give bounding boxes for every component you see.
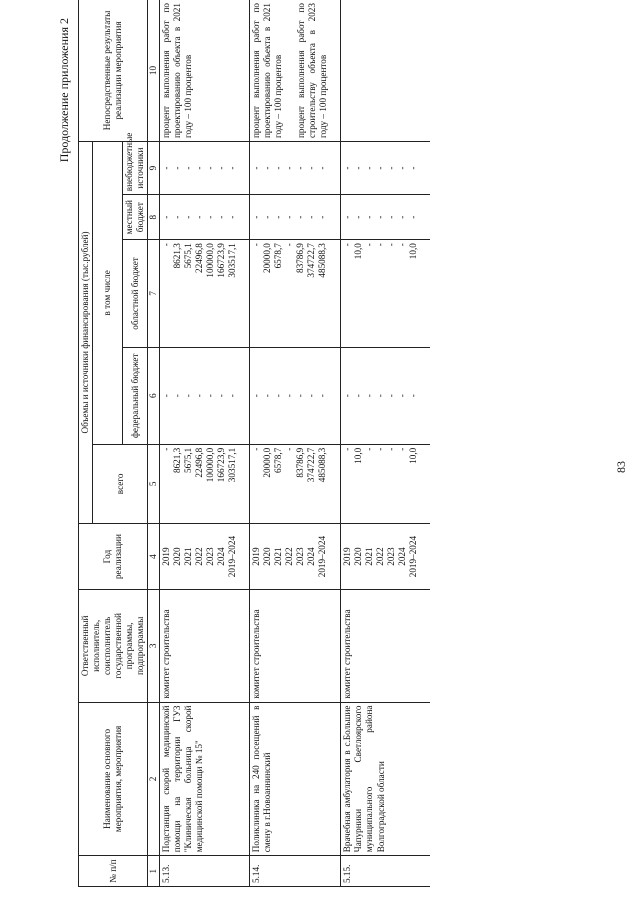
row-federal-value: - (227, 394, 238, 398)
row-federal-value: - (295, 394, 306, 398)
header-no: № п/п (79, 856, 148, 887)
row-regional-value: - (375, 243, 386, 247)
row-name-text: Врачебная амбулатория в с.Большие Чапурники Светлоярского муниципального района Волгоградской области (342, 705, 386, 853)
row-number (160, 856, 240, 887)
row-total-value: - (342, 447, 353, 451)
row-total-value: 20000,0 (262, 447, 273, 478)
header-responsible: Ответственный исполнитель, соисполнитель государственной программы, подпрограммы (79, 590, 148, 702)
row-local-value: - (262, 215, 273, 219)
row-total-value: - (251, 447, 262, 451)
row-local-value: - (284, 215, 295, 219)
header-regional: областной бюджет (123, 240, 148, 348)
row-regional-value: 20000,0 (262, 243, 273, 274)
row-extra-value: - (161, 166, 172, 170)
spacer-cell (420, 856, 430, 887)
row-responsible (250, 590, 331, 702)
row-total (341, 444, 421, 523)
table-row (341, 0, 421, 887)
column-index-cell: 9 (148, 142, 160, 195)
row-federal-value: - (375, 394, 386, 398)
row-years (341, 523, 421, 589)
column-index-row (148, 0, 160, 887)
row-total-value: - (386, 447, 397, 451)
row-years-value: 2024 (216, 547, 227, 566)
row-results (250, 0, 331, 142)
column-index-cell: 10 (148, 0, 160, 142)
row-results-text-2: процент выполнения работ по строительству объекта в 2023 году – 100 процентов (296, 3, 329, 138)
row-results-text: процент выполнения работ по проектированию объекта в 2021 году – 100 процентов (251, 3, 284, 138)
spacer-cell (420, 240, 430, 348)
row-name (341, 702, 421, 856)
row-years-value: 2021 (273, 547, 284, 566)
row-federal-value: - (386, 394, 397, 398)
row-total-value: - (284, 447, 295, 451)
row-federal-value: - (194, 394, 205, 398)
row-number-text: 5.15. (342, 864, 353, 883)
row-federal-value: - (205, 394, 216, 398)
row-federal-value: - (273, 394, 284, 398)
header-results: Непосредственные результаты реализации мероприятия (79, 0, 148, 142)
page-number: 83 (614, 461, 628, 473)
spacer-cell (239, 195, 250, 240)
spacer-cell (330, 142, 341, 195)
row-extra-value: - (273, 166, 284, 170)
row-years-value: 2024 (306, 547, 317, 566)
row-name (250, 702, 331, 856)
row-total (250, 444, 331, 523)
row-regional-value: 5675,1 (183, 243, 194, 269)
spacer-cell (330, 702, 341, 856)
spacer-cell (330, 590, 341, 702)
row-federal-value: - (183, 394, 194, 398)
row-extra-value: - (353, 166, 364, 170)
row-local-value: - (342, 215, 353, 219)
row-years-value: 2020 (172, 547, 183, 566)
spacer-cell (330, 347, 341, 444)
row-regional-value: - (161, 243, 172, 247)
row-total-value: 100000,0 (205, 447, 216, 483)
row-federal-value: - (306, 394, 317, 398)
row-federal (160, 347, 240, 444)
spacer-cell (330, 195, 341, 240)
row-federal-value: - (161, 394, 172, 398)
spacer-cell (420, 702, 430, 856)
spacer-cell (239, 590, 250, 702)
row-number (250, 856, 331, 887)
row-federal-value: - (317, 394, 328, 398)
group-spacer-row (239, 0, 250, 887)
row-regional (250, 240, 331, 348)
row-total-value: 374722,7 (306, 447, 317, 483)
group-spacer-row (420, 0, 430, 887)
row-regional (341, 240, 421, 348)
row-regional-value: 166723,9 (216, 243, 227, 278)
row-local-value: - (306, 215, 317, 219)
row-name (160, 702, 240, 856)
row-years-value: 2020 (353, 547, 364, 566)
row-total-value: - (364, 447, 375, 451)
row-extra-value: - (408, 166, 419, 170)
row-extra-value: - (375, 166, 386, 170)
header-total: всего (93, 444, 148, 523)
table-row (160, 0, 240, 887)
spacer-cell (330, 444, 341, 523)
row-results (341, 0, 421, 142)
row-local-value: - (273, 215, 284, 219)
row-federal-value: - (216, 394, 227, 398)
spacer-cell (239, 0, 250, 142)
row-federal-value: - (342, 394, 353, 398)
row-total-value: 10,0 (353, 447, 364, 464)
row-local-value: - (375, 215, 386, 219)
spacer-cell (420, 0, 430, 142)
row-total-value: - (375, 447, 386, 451)
row-extra-value: - (251, 166, 262, 170)
row-regional-value: - (251, 243, 262, 247)
row-total-value: 8621,3 (172, 447, 183, 473)
spacer-cell (239, 444, 250, 523)
row-years-value: 2019–2024 (408, 535, 419, 578)
row-years-value: 2023 (295, 547, 306, 566)
row-total-value: 83786,9 (295, 447, 306, 478)
row-number-text: 5.13. (161, 864, 172, 883)
row-federal-value: - (397, 394, 408, 398)
column-index-cell: 1 (148, 856, 160, 887)
row-federal-value: - (284, 394, 295, 398)
spacer-cell (239, 142, 250, 195)
row-federal (250, 347, 331, 444)
row-regional-value: 83786,9 (295, 243, 306, 274)
row-local-value: - (408, 215, 419, 219)
row-extra-value: - (342, 166, 353, 170)
row-extra-value: - (227, 166, 238, 170)
row-extra (250, 142, 331, 195)
row-years (160, 523, 240, 589)
row-federal-value: - (172, 394, 183, 398)
row-years-value: 2019 (342, 547, 353, 566)
spacer-cell (239, 240, 250, 348)
row-responsible (341, 590, 421, 702)
row-extra-value: - (306, 166, 317, 170)
row-regional-value: 22496,8 (194, 243, 205, 274)
row-regional-value: - (386, 243, 397, 247)
spacer-cell (239, 856, 250, 887)
row-total-value: - (161, 447, 172, 451)
row-total (160, 444, 240, 523)
row-results (160, 0, 240, 142)
row-local-value: - (397, 215, 408, 219)
financing-table (78, 0, 430, 887)
row-regional-value: 10,0 (353, 243, 364, 260)
row-regional-value: - (284, 243, 295, 247)
column-index-cell: 7 (148, 240, 160, 348)
continuation-caption: Продолжение приложения 2 (57, 18, 71, 163)
row-years-value: 2022 (194, 547, 205, 566)
row-years-value: 2022 (284, 547, 295, 566)
row-federal-value: - (353, 394, 364, 398)
row-regional-value: - (397, 243, 408, 247)
row-local-value: - (251, 215, 262, 219)
row-total-value: 303517,1 (227, 447, 238, 483)
row-extra (341, 142, 421, 195)
row-federal (341, 347, 421, 444)
row-number-text: 5.14. (251, 864, 262, 883)
row-extra-value: - (205, 166, 216, 170)
row-extra-value: - (295, 166, 306, 170)
spacer-cell (420, 142, 430, 195)
row-regional-value: 374722,7 (306, 243, 317, 278)
row-years-value: 2021 (364, 547, 375, 566)
row-years-value: 2019–2024 (227, 535, 238, 578)
row-years-value: 2019–2024 (317, 535, 328, 578)
spacer-cell (420, 195, 430, 240)
row-extra-value: - (397, 166, 408, 170)
row-regional-value: - (342, 243, 353, 247)
row-years-value: 2024 (397, 547, 408, 566)
spacer-cell (330, 856, 341, 887)
row-responsible-text: комитет строительства (161, 609, 172, 699)
spacer-cell (239, 347, 250, 444)
row-federal-value: - (408, 394, 419, 398)
row-local-value: - (227, 215, 238, 219)
row-local-value: - (161, 215, 172, 219)
row-total-value: 22496,8 (194, 447, 205, 478)
row-years-value: 2021 (183, 547, 194, 566)
row-regional-value: 6578,7 (273, 243, 284, 269)
row-responsible-text: комитет строительства (251, 609, 262, 699)
row-number (341, 856, 421, 887)
header-extra: внебюджетные источники (123, 142, 148, 195)
row-local-value: - (317, 215, 328, 219)
row-extra-value: - (172, 166, 183, 170)
row-total-value: 6578,7 (273, 447, 284, 473)
row-extra-value: - (183, 166, 194, 170)
row-regional-value: 485088,3 (317, 243, 328, 278)
row-years-value: 2020 (262, 547, 273, 566)
header-local: местный бюджет (123, 195, 148, 240)
row-extra-value: - (216, 166, 227, 170)
row-years-value: 2019 (251, 547, 262, 566)
row-local-value: - (364, 215, 375, 219)
row-local (341, 195, 421, 240)
spacer-cell (330, 240, 341, 348)
row-years-value: 2023 (205, 547, 216, 566)
row-years-value: 2022 (375, 547, 386, 566)
row-total-value: 166723,9 (216, 447, 227, 483)
row-name-text: Поликлиника на 240 посещений в смену в г.Новоаннинский (251, 705, 273, 853)
table-body (160, 0, 431, 887)
row-extra-value: - (194, 166, 205, 170)
column-index-cell: 8 (148, 195, 160, 240)
header-year: Год реализации (79, 523, 148, 589)
row-local (160, 195, 240, 240)
row-local-value: - (205, 215, 216, 219)
spacer-cell (239, 702, 250, 856)
row-regional-value: 8621,3 (172, 243, 183, 269)
spacer-cell (330, 523, 341, 589)
row-regional-value: 303517,1 (227, 243, 238, 278)
header-name: Наименование основного мероприятия, мероприятия (79, 702, 148, 856)
row-extra-value: - (386, 166, 397, 170)
table-header (79, 0, 160, 887)
row-responsible (160, 590, 240, 702)
row-years (250, 523, 331, 589)
row-local-value: - (295, 215, 306, 219)
row-local-value: - (183, 215, 194, 219)
row-regional-value: 10,0 (408, 243, 419, 260)
header-incl: в том числе (93, 142, 123, 445)
spacer-cell (420, 523, 430, 589)
table-row (250, 0, 331, 887)
row-federal-value: - (262, 394, 273, 398)
row-local-value: - (353, 215, 364, 219)
row-federal-value: - (251, 394, 262, 398)
row-local (250, 195, 331, 240)
column-index-cell: 4 (148, 523, 160, 589)
row-local-value: - (386, 215, 397, 219)
row-responsible-text: комитет строительства (342, 609, 353, 699)
row-regional-value: - (364, 243, 375, 247)
row-local-value: - (216, 215, 227, 219)
column-index-cell: 3 (148, 590, 160, 702)
row-total-value: 10,0 (408, 447, 419, 464)
row-extra-value: - (317, 166, 328, 170)
row-regional (160, 240, 240, 348)
row-years-value: 2023 (386, 547, 397, 566)
row-results-text: процент выполнения работ по проектированию объекта в 2021 году – 100 процентов (161, 3, 194, 138)
column-index-cell: 6 (148, 347, 160, 444)
spacer-cell (420, 590, 430, 702)
row-federal-value: - (364, 394, 375, 398)
spacer-cell (330, 0, 341, 142)
row-total-value: 485088,3 (317, 447, 328, 483)
row-total-value: 5675,1 (183, 447, 194, 473)
row-local-value: - (172, 215, 183, 219)
row-years-value: 2019 (161, 547, 172, 566)
row-total-value: - (397, 447, 408, 451)
row-regional-value: 100000,0 (205, 243, 216, 278)
spacer-cell (420, 347, 430, 444)
spacer-cell (420, 444, 430, 523)
header-federal: федеральный бюджет (123, 347, 148, 444)
column-index-cell: 2 (148, 702, 160, 856)
row-extra-value: - (364, 166, 375, 170)
row-local-value: - (194, 215, 205, 219)
group-spacer-row (330, 0, 341, 887)
spacer-cell (239, 523, 250, 589)
row-extra-value: - (262, 166, 273, 170)
row-extra (160, 142, 240, 195)
column-index-cell: 5 (148, 444, 160, 523)
row-extra-value: - (284, 166, 295, 170)
row-name-text: Подстанция скорой медицинской помощи на территории ГУЗ "Клиническая больница скорой медицинской помощи № 15" (161, 705, 205, 853)
header-volumes: Объемы и источники финансирования (тыс.рублей) (79, 142, 93, 524)
